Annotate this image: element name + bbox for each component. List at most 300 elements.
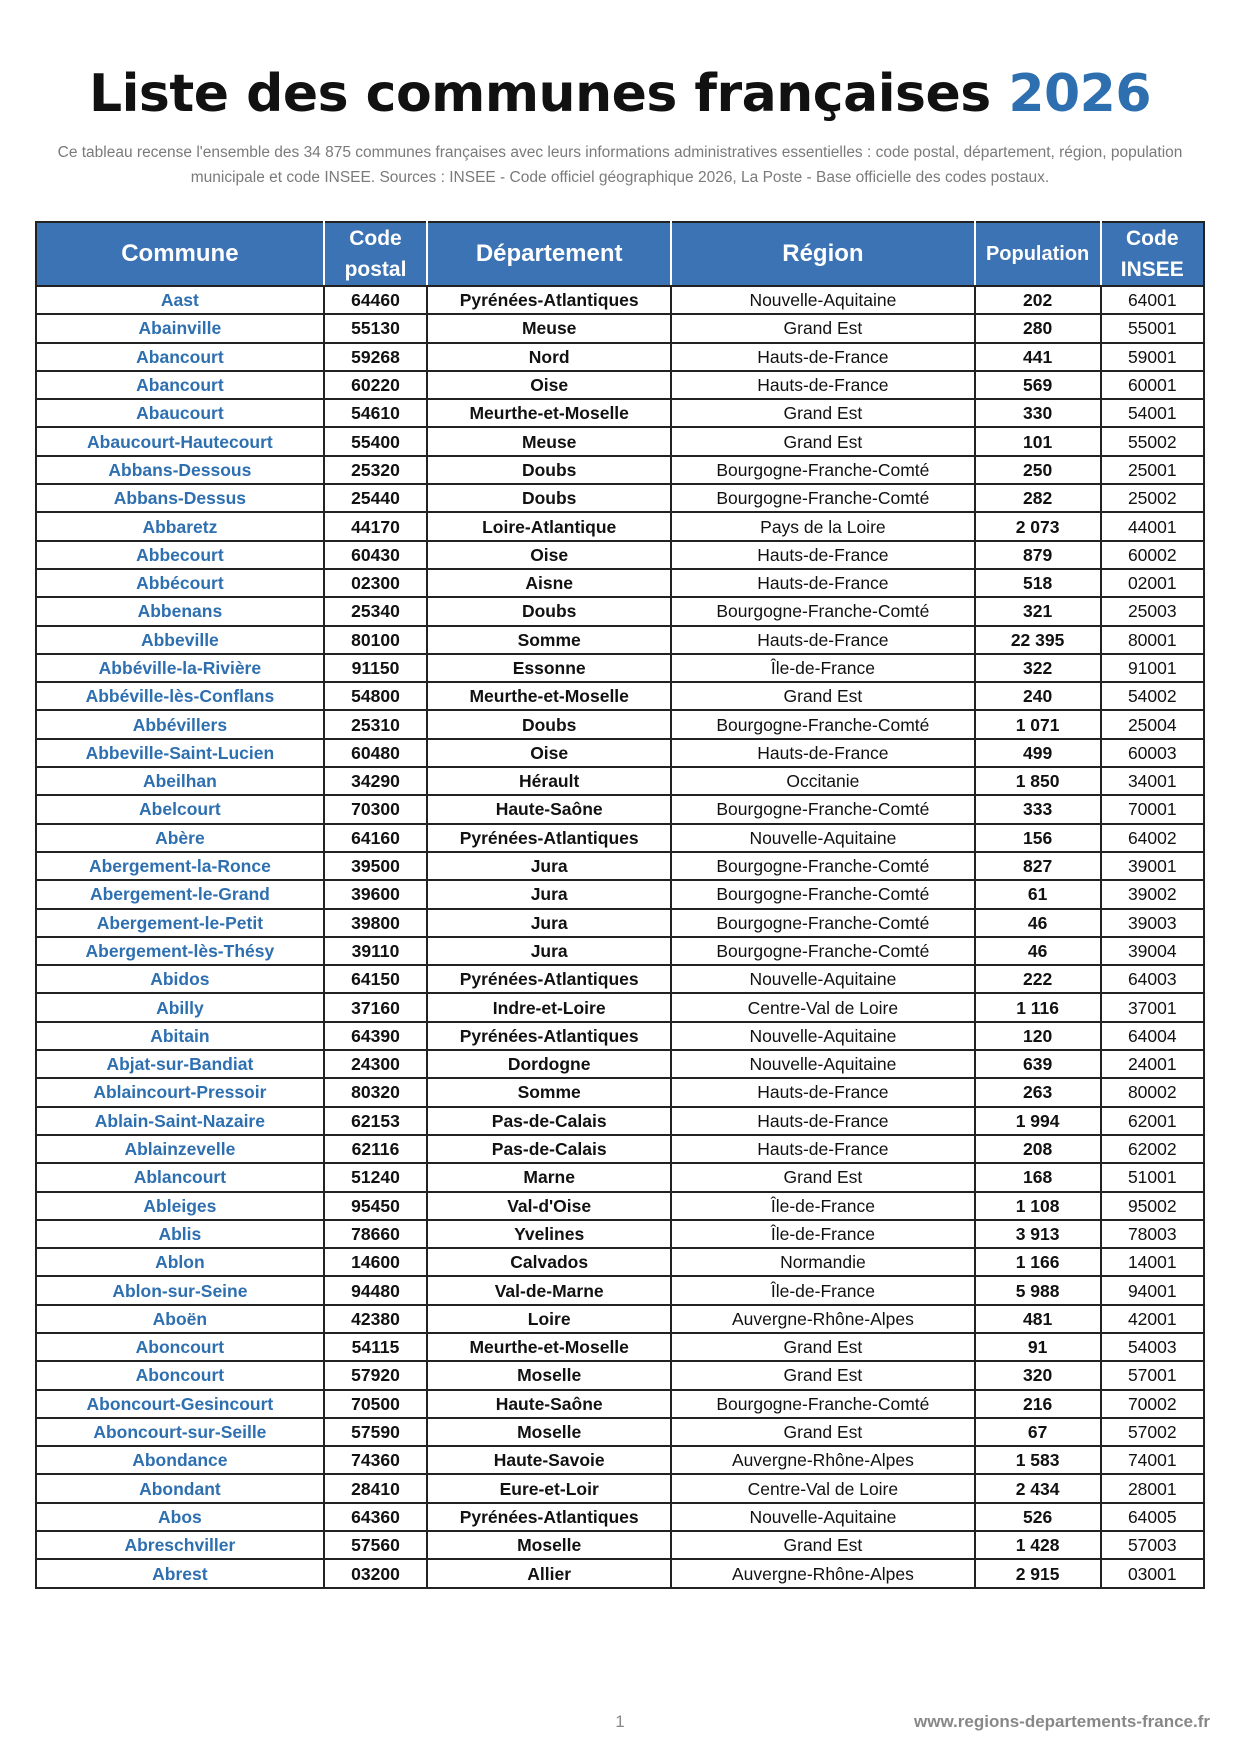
commune-cell: Abbaretz	[36, 512, 324, 540]
region-cell: Nouvelle-Aquitaine	[671, 965, 975, 993]
commune-cell: Aast	[36, 286, 324, 314]
code-insee-cell: 70002	[1101, 1390, 1204, 1418]
table-row	[36, 1559, 1204, 1587]
table-row	[36, 1333, 1204, 1361]
table-row	[36, 710, 1204, 738]
region-cell: Nouvelle-Aquitaine	[671, 1050, 975, 1078]
table-row	[36, 739, 1204, 767]
population-cell: 280	[975, 314, 1101, 342]
commune-cell: Ablon	[36, 1248, 324, 1276]
code-postal-cell: 37160	[324, 993, 427, 1021]
commune-cell: Abbans-Dessus	[36, 484, 324, 512]
region-cell: Grand Est	[671, 1361, 975, 1389]
commune-cell: Abbévillers	[36, 710, 324, 738]
code-insee-cell: 74001	[1101, 1446, 1204, 1474]
population-cell: 2 915	[975, 1559, 1101, 1587]
region-cell: Hauts-de-France	[671, 739, 975, 767]
website-link[interactable]: www.regions-departements-france.fr	[914, 1712, 1210, 1731]
code-postal-cell: 42380	[324, 1305, 427, 1333]
code-postal-cell: 64460	[324, 286, 427, 314]
population-cell: 61	[975, 880, 1101, 908]
departement-cell: Haute-Saône	[427, 1390, 671, 1418]
code-insee-cell: 62002	[1101, 1135, 1204, 1163]
page-number: 1	[615, 1712, 625, 1731]
departement-cell: Essonne	[427, 654, 671, 682]
code-insee-cell: 37001	[1101, 993, 1204, 1021]
departement-cell: Jura	[427, 909, 671, 937]
commune-cell: Ablancourt	[36, 1163, 324, 1191]
table-row	[36, 314, 1204, 342]
code-postal-cell: 34290	[324, 767, 427, 795]
table-row	[36, 456, 1204, 484]
code-insee-cell: 39004	[1101, 937, 1204, 965]
population-cell: 263	[975, 1078, 1101, 1106]
table-row	[36, 909, 1204, 937]
population-cell: 569	[975, 371, 1101, 399]
region-cell: Bourgogne-Franche-Comté	[671, 456, 975, 484]
table-row	[36, 626, 1204, 654]
code-insee-cell: 28001	[1101, 1474, 1204, 1502]
population-cell: 481	[975, 1305, 1101, 1333]
population-cell: 526	[975, 1503, 1101, 1531]
commune-cell: Abbenans	[36, 597, 324, 625]
region-cell: Grand Est	[671, 682, 975, 710]
population-cell: 168	[975, 1163, 1101, 1191]
population-cell: 1 583	[975, 1446, 1101, 1474]
table-row	[36, 1192, 1204, 1220]
departement-cell: Aisne	[427, 569, 671, 597]
departement-cell: Haute-Savoie	[427, 1446, 671, 1474]
table-row	[36, 484, 1204, 512]
code-postal-cell: 25320	[324, 456, 427, 484]
population-cell: 879	[975, 541, 1101, 569]
region-cell: Nouvelle-Aquitaine	[671, 1022, 975, 1050]
commune-cell: Aboncourt	[36, 1333, 324, 1361]
population-cell: 2 073	[975, 512, 1101, 540]
table-row	[36, 1361, 1204, 1389]
departement-cell: Jura	[427, 880, 671, 908]
region-cell: Occitanie	[671, 767, 975, 795]
code-insee-cell: 25001	[1101, 456, 1204, 484]
commune-cell: Abilly	[36, 993, 324, 1021]
departement-cell: Pas-de-Calais	[427, 1135, 671, 1163]
code-insee-cell: 78003	[1101, 1220, 1204, 1248]
departement-cell: Jura	[427, 852, 671, 880]
departement-cell: Oise	[427, 541, 671, 569]
commune-cell: Ableiges	[36, 1192, 324, 1220]
population-cell: 216	[975, 1390, 1101, 1418]
departement-cell: Meuse	[427, 427, 671, 455]
table-row	[36, 1418, 1204, 1446]
population-cell: 208	[975, 1135, 1101, 1163]
code-insee-cell: 39003	[1101, 909, 1204, 937]
departement-cell: Allier	[427, 1559, 671, 1587]
departement-cell: Haute-Saône	[427, 795, 671, 823]
table-row	[36, 654, 1204, 682]
table-row	[36, 1163, 1204, 1191]
population-cell: 22 395	[975, 626, 1101, 654]
commune-cell: Abbans-Dessous	[36, 456, 324, 484]
population-cell: 1 108	[975, 1192, 1101, 1220]
code-insee-cell: 54003	[1101, 1333, 1204, 1361]
population-cell: 222	[975, 965, 1101, 993]
code-postal-cell: 39600	[324, 880, 427, 908]
header-population: Population	[975, 222, 1101, 286]
code-postal-cell: 54610	[324, 399, 427, 427]
code-insee-cell: 39002	[1101, 880, 1204, 908]
table-row	[36, 1446, 1204, 1474]
code-postal-cell: 25310	[324, 710, 427, 738]
code-insee-cell: 64001	[1101, 286, 1204, 314]
code-insee-cell: 80001	[1101, 626, 1204, 654]
commune-cell: Ablaincourt-Pressoir	[36, 1078, 324, 1106]
code-insee-cell: 25002	[1101, 484, 1204, 512]
region-cell: Hauts-de-France	[671, 541, 975, 569]
commune-cell: Abbeville	[36, 626, 324, 654]
code-postal-cell: 78660	[324, 1220, 427, 1248]
departement-cell: Somme	[427, 626, 671, 654]
commune-cell: Abergement-lès-Thésy	[36, 937, 324, 965]
table-row	[36, 597, 1204, 625]
table-row	[36, 399, 1204, 427]
commune-cell: Abaucourt-Hautecourt	[36, 427, 324, 455]
code-insee-cell: 54001	[1101, 399, 1204, 427]
departement-cell: Meurthe-et-Moselle	[427, 399, 671, 427]
code-insee-cell: 60003	[1101, 739, 1204, 767]
code-insee-cell: 54002	[1101, 682, 1204, 710]
table-row	[36, 682, 1204, 710]
departement-cell: Pyrénées-Atlantiques	[427, 1503, 671, 1531]
code-postal-cell: 57560	[324, 1531, 427, 1559]
region-cell: Hauts-de-France	[671, 371, 975, 399]
region-cell: Grand Est	[671, 1418, 975, 1446]
header-code-postal: Code postal	[324, 222, 427, 286]
departement-cell: Pyrénées-Atlantiques	[427, 824, 671, 852]
commune-cell: Abergement-la-Ronce	[36, 852, 324, 880]
code-insee-cell: 60001	[1101, 371, 1204, 399]
population-cell: 67	[975, 1418, 1101, 1446]
departement-cell: Loire	[427, 1305, 671, 1333]
code-insee-cell: 95002	[1101, 1192, 1204, 1220]
code-insee-cell: 34001	[1101, 767, 1204, 795]
commune-cell: Ablain-Saint-Nazaire	[36, 1107, 324, 1135]
population-cell: 240	[975, 682, 1101, 710]
code-postal-cell: 60220	[324, 371, 427, 399]
commune-cell: Abbeville-Saint-Lucien	[36, 739, 324, 767]
departement-cell: Doubs	[427, 597, 671, 625]
table-row	[36, 767, 1204, 795]
region-cell: Grand Est	[671, 1531, 975, 1559]
commune-cell: Abondance	[36, 1446, 324, 1474]
region-cell: Île-de-France	[671, 1192, 975, 1220]
departement-cell: Doubs	[427, 710, 671, 738]
departement-cell: Moselle	[427, 1531, 671, 1559]
commune-cell: Abère	[36, 824, 324, 852]
region-cell: Hauts-de-France	[671, 1107, 975, 1135]
code-postal-cell: 62153	[324, 1107, 427, 1135]
departement-cell: Loire-Atlantique	[427, 512, 671, 540]
header-code-insee: Code INSEE	[1101, 222, 1204, 286]
region-cell: Hauts-de-France	[671, 1078, 975, 1106]
table-row	[36, 965, 1204, 993]
code-postal-cell: 64150	[324, 965, 427, 993]
code-insee-cell: 70001	[1101, 795, 1204, 823]
code-postal-cell: 80320	[324, 1078, 427, 1106]
population-cell: 91	[975, 1333, 1101, 1361]
region-cell: Hauts-de-France	[671, 626, 975, 654]
code-insee-cell: 39001	[1101, 852, 1204, 880]
population-cell: 120	[975, 1022, 1101, 1050]
code-postal-cell: 51240	[324, 1163, 427, 1191]
header-departement: Département	[427, 222, 671, 286]
code-postal-cell: 44170	[324, 512, 427, 540]
title-year: 2026	[1008, 64, 1152, 124]
code-insee-cell: 64005	[1101, 1503, 1204, 1531]
code-postal-cell: 39110	[324, 937, 427, 965]
commune-cell: Aboncourt-Gesincourt	[36, 1390, 324, 1418]
code-postal-cell: 57590	[324, 1418, 427, 1446]
code-postal-cell: 28410	[324, 1474, 427, 1502]
code-insee-cell: 94001	[1101, 1276, 1204, 1304]
commune-cell: Abergement-le-Grand	[36, 880, 324, 908]
commune-cell: Abbéville-lès-Conflans	[36, 682, 324, 710]
population-cell: 441	[975, 343, 1101, 371]
code-postal-cell: 59268	[324, 343, 427, 371]
table-header-row	[36, 222, 1204, 286]
departement-cell: Pas-de-Calais	[427, 1107, 671, 1135]
code-postal-cell: 80100	[324, 626, 427, 654]
table-row	[36, 569, 1204, 597]
population-cell: 518	[975, 569, 1101, 597]
commune-cell: Abeilhan	[36, 767, 324, 795]
region-cell: Hauts-de-France	[671, 1135, 975, 1163]
population-cell: 1 071	[975, 710, 1101, 738]
code-insee-cell: 25003	[1101, 597, 1204, 625]
population-cell: 1 116	[975, 993, 1101, 1021]
commune-cell: Ablon-sur-Seine	[36, 1276, 324, 1304]
departement-cell: Somme	[427, 1078, 671, 1106]
code-insee-cell: 25004	[1101, 710, 1204, 738]
population-cell: 46	[975, 937, 1101, 965]
header-commune: Commune	[36, 222, 324, 286]
population-cell: 1 994	[975, 1107, 1101, 1135]
population-cell: 333	[975, 795, 1101, 823]
region-cell: Grand Est	[671, 1163, 975, 1191]
table-row	[36, 286, 1204, 314]
communes-table	[35, 221, 1205, 1589]
code-postal-cell: 64160	[324, 824, 427, 852]
code-postal-cell: 55400	[324, 427, 427, 455]
code-insee-cell: 44001	[1101, 512, 1204, 540]
code-insee-cell: 62001	[1101, 1107, 1204, 1135]
region-cell: Centre-Val de Loire	[671, 1474, 975, 1502]
code-postal-cell: 25440	[324, 484, 427, 512]
population-cell: 499	[975, 739, 1101, 767]
code-postal-cell: 60430	[324, 541, 427, 569]
code-insee-cell: 60002	[1101, 541, 1204, 569]
title-main: Liste des communes françaises	[88, 64, 991, 124]
population-cell: 101	[975, 427, 1101, 455]
code-postal-cell: 03200	[324, 1559, 427, 1587]
departement-cell: Marne	[427, 1163, 671, 1191]
region-cell: Grand Est	[671, 1333, 975, 1361]
population-cell: 639	[975, 1050, 1101, 1078]
table-row	[36, 880, 1204, 908]
region-cell: Bourgogne-Franche-Comté	[671, 710, 975, 738]
commune-cell: Aboën	[36, 1305, 324, 1333]
population-cell: 156	[975, 824, 1101, 852]
commune-cell: Abaucourt	[36, 399, 324, 427]
region-cell: Bourgogne-Franche-Comté	[671, 880, 975, 908]
population-cell: 321	[975, 597, 1101, 625]
code-postal-cell: 60480	[324, 739, 427, 767]
region-cell: Centre-Val de Loire	[671, 993, 975, 1021]
departement-cell: Hérault	[427, 767, 671, 795]
region-cell: Grand Est	[671, 427, 975, 455]
table-row	[36, 937, 1204, 965]
region-cell: Hauts-de-France	[671, 343, 975, 371]
code-insee-cell: 91001	[1101, 654, 1204, 682]
table-row	[36, 1050, 1204, 1078]
code-insee-cell: 80002	[1101, 1078, 1204, 1106]
commune-cell: Abitain	[36, 1022, 324, 1050]
departement-cell: Doubs	[427, 456, 671, 484]
population-cell: 320	[975, 1361, 1101, 1389]
commune-cell: Abancourt	[36, 343, 324, 371]
commune-cell: Abreschviller	[36, 1531, 324, 1559]
table-row	[36, 541, 1204, 569]
population-cell: 1 850	[975, 767, 1101, 795]
departement-cell: Pyrénées-Atlantiques	[427, 286, 671, 314]
code-insee-cell: 59001	[1101, 343, 1204, 371]
table-row	[36, 1503, 1204, 1531]
departement-cell: Jura	[427, 937, 671, 965]
commune-cell: Ablainzevelle	[36, 1135, 324, 1163]
region-cell: Nouvelle-Aquitaine	[671, 824, 975, 852]
region-cell: Nouvelle-Aquitaine	[671, 1503, 975, 1531]
table-row	[36, 343, 1204, 371]
population-cell: 1 428	[975, 1531, 1101, 1559]
region-cell: Île-de-France	[671, 1220, 975, 1248]
code-postal-cell: 55130	[324, 314, 427, 342]
code-postal-cell: 54115	[324, 1333, 427, 1361]
population-cell: 5 988	[975, 1276, 1101, 1304]
table-row	[36, 512, 1204, 540]
table-row	[36, 795, 1204, 823]
population-cell: 330	[975, 399, 1101, 427]
region-cell: Hauts-de-France	[671, 569, 975, 597]
commune-cell: Abbécourt	[36, 569, 324, 597]
table-row	[36, 371, 1204, 399]
departement-cell: Moselle	[427, 1361, 671, 1389]
code-postal-cell: 95450	[324, 1192, 427, 1220]
code-insee-cell: 57002	[1101, 1418, 1204, 1446]
commune-cell: Abbecourt	[36, 541, 324, 569]
population-cell: 250	[975, 456, 1101, 484]
region-cell: Bourgogne-Franche-Comté	[671, 852, 975, 880]
table-row	[36, 1474, 1204, 1502]
region-cell: Bourgogne-Franche-Comté	[671, 1390, 975, 1418]
table-row	[36, 1276, 1204, 1304]
code-insee-cell: 24001	[1101, 1050, 1204, 1078]
departement-cell: Oise	[427, 739, 671, 767]
departement-cell: Yvelines	[427, 1220, 671, 1248]
commune-cell: Abainville	[36, 314, 324, 342]
code-insee-cell: 64004	[1101, 1022, 1204, 1050]
page-title	[0, 62, 1240, 126]
departement-cell: Val-de-Marne	[427, 1276, 671, 1304]
code-insee-cell: 64002	[1101, 824, 1204, 852]
code-postal-cell: 70500	[324, 1390, 427, 1418]
table-row	[36, 1305, 1204, 1333]
region-cell: Bourgogne-Franche-Comté	[671, 937, 975, 965]
code-insee-cell: 42001	[1101, 1305, 1204, 1333]
table-row	[36, 824, 1204, 852]
departement-cell: Pyrénées-Atlantiques	[427, 1022, 671, 1050]
code-postal-cell: 39800	[324, 909, 427, 937]
departement-cell: Moselle	[427, 1418, 671, 1446]
commune-cell: Aboncourt	[36, 1361, 324, 1389]
code-postal-cell: 54800	[324, 682, 427, 710]
commune-cell: Abbéville-la-Rivière	[36, 654, 324, 682]
population-cell: 282	[975, 484, 1101, 512]
departement-cell: Nord	[427, 343, 671, 371]
commune-cell: Abelcourt	[36, 795, 324, 823]
region-cell: Bourgogne-Franche-Comté	[671, 597, 975, 625]
code-postal-cell: 94480	[324, 1276, 427, 1304]
header-region: Région	[671, 222, 975, 286]
population-cell: 827	[975, 852, 1101, 880]
table-row	[36, 1078, 1204, 1106]
code-postal-cell: 14600	[324, 1248, 427, 1276]
commune-cell: Abondant	[36, 1474, 324, 1502]
commune-cell: Abrest	[36, 1559, 324, 1587]
population-cell: 2 434	[975, 1474, 1101, 1502]
commune-cell: Abergement-le-Petit	[36, 909, 324, 937]
code-postal-cell: 39500	[324, 852, 427, 880]
table-row	[36, 1135, 1204, 1163]
region-cell: Bourgogne-Franche-Comté	[671, 484, 975, 512]
code-postal-cell: 24300	[324, 1050, 427, 1078]
region-cell: Île-de-France	[671, 654, 975, 682]
code-postal-cell: 25340	[324, 597, 427, 625]
code-postal-cell: 70300	[324, 795, 427, 823]
description: Ce tableau recense l'ensemble des 34 875 communes françaises avec leurs informations administratives essentielles : code postal, département, région, population municipale et code INSEE. Sources : INSEE - Code officiel géographique 2026, La Poste - Base officielle des codes postaux.	[57, 144, 1183, 186]
code-insee-cell: 14001	[1101, 1248, 1204, 1276]
region-cell: Grand Est	[671, 314, 975, 342]
population-cell: 46	[975, 909, 1101, 937]
code-insee-cell: 55002	[1101, 427, 1204, 455]
table-row	[36, 1220, 1204, 1248]
region-cell: Bourgogne-Franche-Comté	[671, 909, 975, 937]
population-cell: 3 913	[975, 1220, 1101, 1248]
table-row	[36, 1248, 1204, 1276]
departement-cell: Dordogne	[427, 1050, 671, 1078]
code-postal-cell: 74360	[324, 1446, 427, 1474]
table-row	[36, 1390, 1204, 1418]
departement-cell: Val-d'Oise	[427, 1192, 671, 1220]
code-insee-cell: 51001	[1101, 1163, 1204, 1191]
commune-cell: Abos	[36, 1503, 324, 1531]
code-postal-cell: 02300	[324, 569, 427, 597]
code-postal-cell: 64360	[324, 1503, 427, 1531]
departement-cell: Oise	[427, 371, 671, 399]
commune-cell: Aboncourt-sur-Seille	[36, 1418, 324, 1446]
code-insee-cell: 02001	[1101, 569, 1204, 597]
commune-cell: Abidos	[36, 965, 324, 993]
region-cell: Normandie	[671, 1248, 975, 1276]
code-insee-cell: 55001	[1101, 314, 1204, 342]
